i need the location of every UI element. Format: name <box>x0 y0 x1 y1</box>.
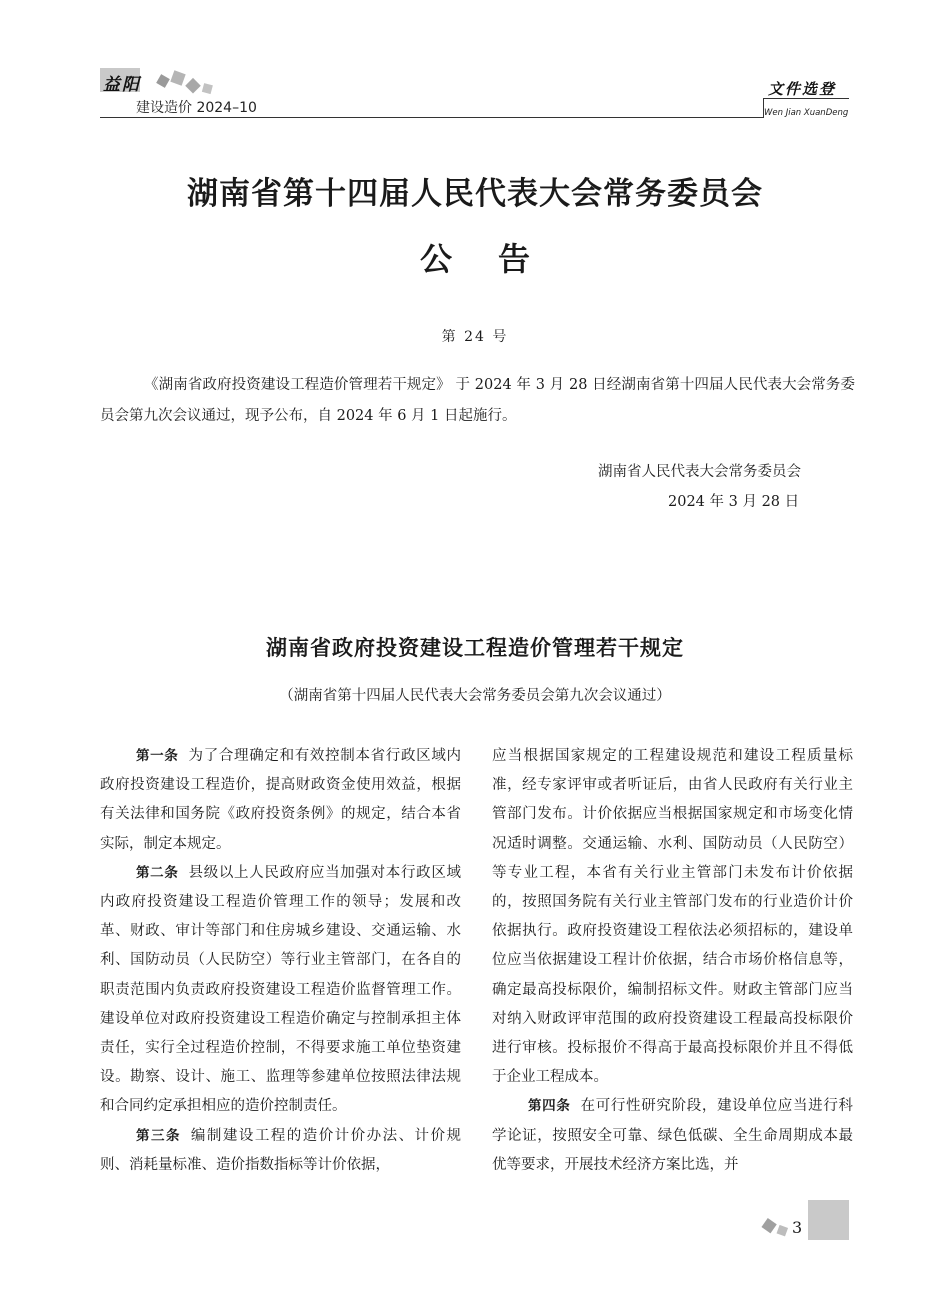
header-issue: 建设造价 2024–10 <box>136 100 257 116</box>
header-logo: 益阳 <box>103 75 141 95</box>
header-rule <box>100 117 763 118</box>
article-label: 第一条 <box>136 748 179 764</box>
column-pinyin: Wen Jian XuanDeng <box>764 108 849 118</box>
left-column <box>100 742 461 1180</box>
page-number-background <box>808 1200 849 1240</box>
article-paragraph <box>100 859 461 1122</box>
regulation-title: 湖南省政府投资建设工程造价管理若干规定 <box>266 636 684 660</box>
article-paragraph <box>100 742 461 859</box>
article-label: 第二条 <box>136 864 179 881</box>
regulation-subtitle: （湖南省第十四届人民代表大会常务委员会第九次会议通过） <box>279 688 671 704</box>
announcement-signer: 湖南省人民代表大会常务委员会 <box>598 464 801 480</box>
article-text: 编制建设工程的造价计价办法、计价规则、消耗量标准、造价指数指标等计价依据， <box>100 1127 461 1173</box>
announcement-number: 第 24 号 <box>441 329 509 345</box>
article-paragraph-continued <box>492 742 853 1092</box>
announcement-title: 湖南省第十四届人民代表大会常务委员会 <box>187 176 763 212</box>
header-decoration-icon <box>148 70 218 100</box>
article-text: 在可行性研究阶段，建设单位应当进行科学论证，按照安全可靠、绿色低碳、全生命周期成本最优等要求，开展技术经济方案比选，并 <box>492 1098 854 1173</box>
article-text: 县级以上人民政府应当加强对本行政区域内政府投资建设工程造价管理工作的领导；发展和改革、财政、审计等部门和住房城乡建设、交通运输、水利、国防动员（人民防空）等行业主管部门，在各自的职责范围内负责政府投资建设工程造价监督管理工作。建设单位对政府投资建设工程造价确定与控制承担主体责任，实行全过程造价控制，不得要求施工单位垫资建设。勘察、设计、施工、监理等参建单位按照法律法规和合同约定承担相应的造价控制责任。 <box>100 864 462 1115</box>
right-column <box>492 742 853 1180</box>
article-paragraph <box>100 1122 461 1180</box>
article-text: 为了合理确定和有效控制本省行政区域内政府投资建设工程造价，提高财政资金使用效益，根据有关法律和国务院《政府投资条例》的规定，结合本省实际，制定本规定。 <box>100 748 462 852</box>
column-rule <box>763 98 849 99</box>
announcement-body: 《湖南省政府投资建设工程造价管理若干规定》 于 2024 年 3 月 28 日经湖南省第十四届人民代表大会常务委员会第九次会议通过，现予公布，自 2024 年 6 月 1 日起施行。 <box>100 377 855 424</box>
article-text: 应当根据国家规定的工程建设规范和建设工程质量标准，经专家评审或者听证后，由省人民政府有关行业主管部门发布。计价依据应当根据国家规定和市场变化情况适时调整。交通运输、水利、国防动员（人民防空）等专业工程，本省有关行业主管部门未发布计价依据的，按照国务院有关行业主管部门发布的行业造价计价依据执行。政府投资建设工程依法必须招标的，建设单位应当依据建设工程计价依据，结合市场价格信息等，确定最高投标限价，编制招标文件。财政主管部门应当对纳入财政评审范围的政府投资建设工程最高投标限价进行审核。投标报价不得高于最高投标限价并且不得低于企业工程成本。 <box>492 748 853 1086</box>
page-number: 3 <box>792 1218 803 1237</box>
article-label: 第三条 <box>136 1127 181 1144</box>
announcement-subtitle: 公告 <box>419 240 576 278</box>
announcement-date: 2024 年 3 月 28 日 <box>668 494 800 510</box>
article-label: 第四条 <box>528 1098 571 1115</box>
article-paragraph <box>492 1092 853 1180</box>
column-title: 文件选登 <box>768 80 837 98</box>
